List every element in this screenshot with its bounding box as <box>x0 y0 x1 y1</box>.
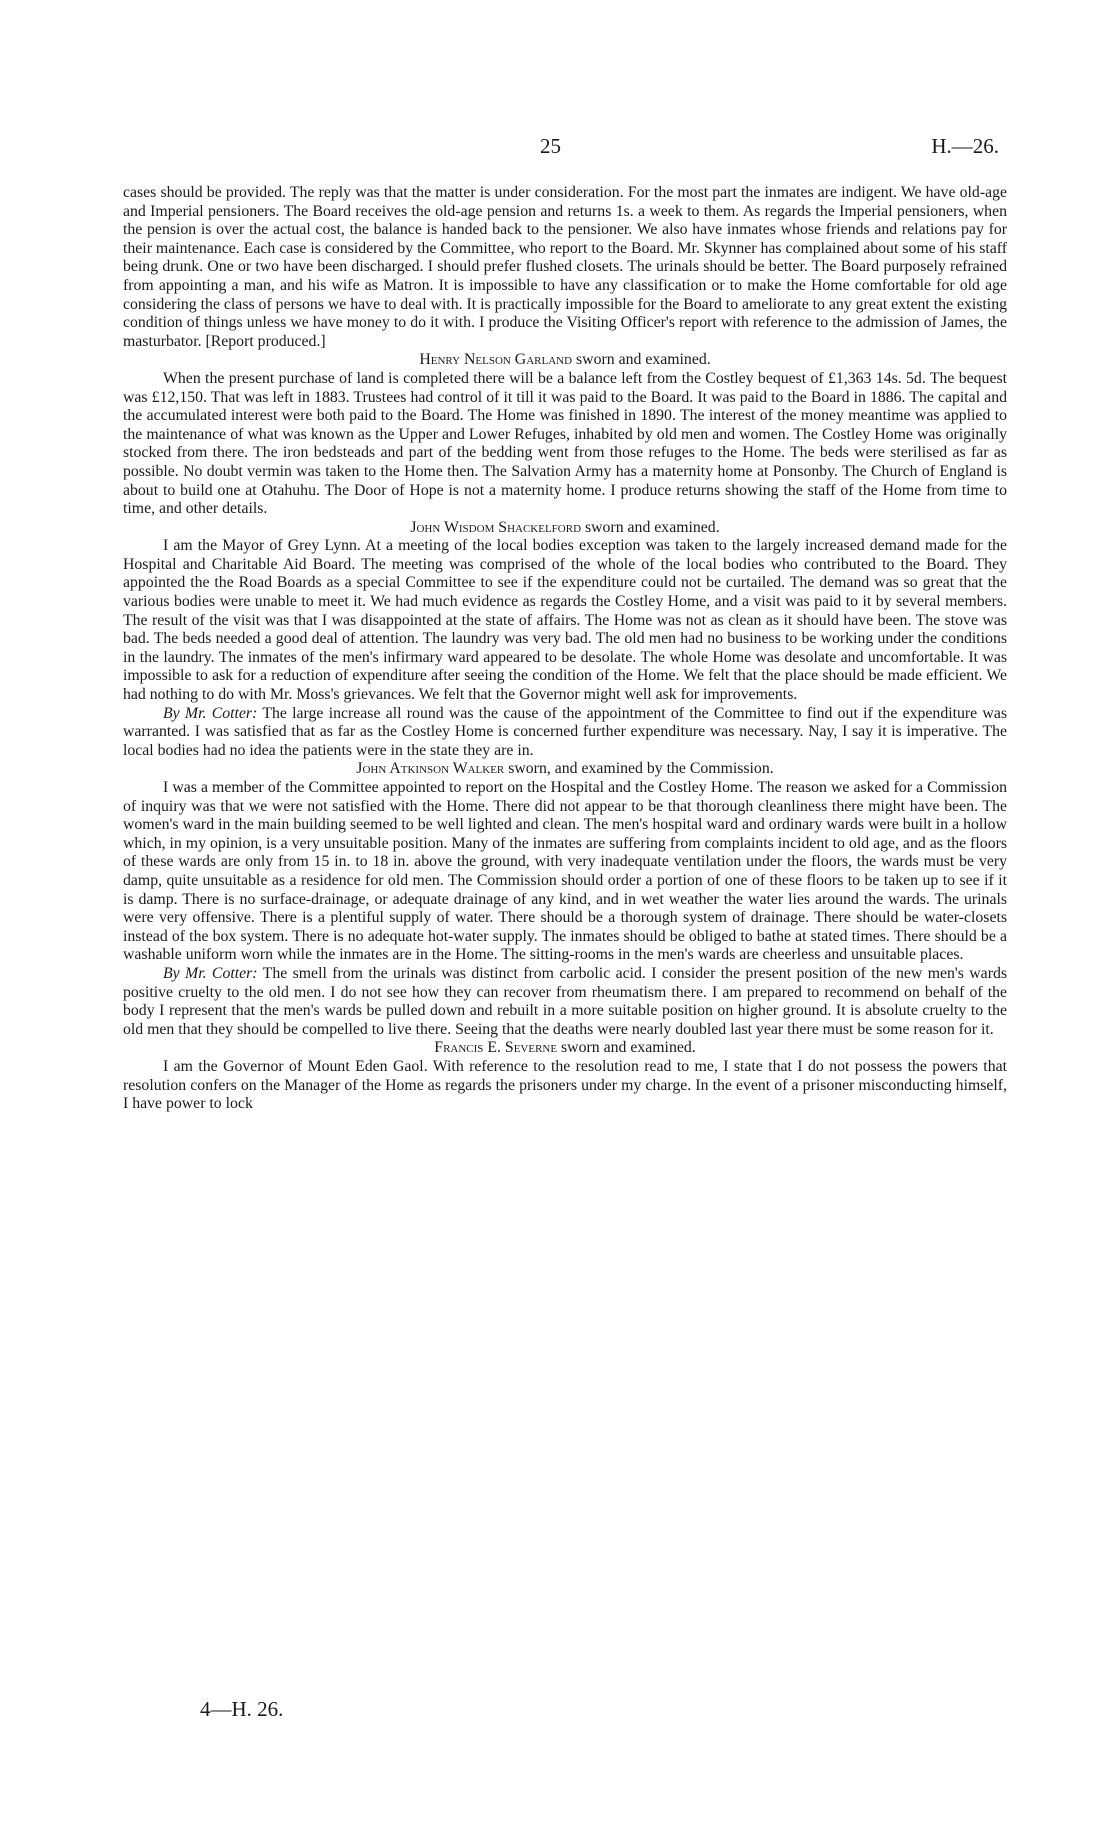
witness-heading-severne <box>123 1039 1007 1058</box>
paragraph-text: The large increase all round was the cause of the appointment of the Committee to find out if the expenditure was warranted. I was satisfied that as far as the Costley Home is concerned further expenditure was necessary. Nay, I say it is imperative. The local bodies had no idea the patients were in the state they are in. <box>123 704 1007 759</box>
paragraph-garland: When the present purchase of land is completed there will be a balance left from the Costley bequest of £1,363 14s. 5d. The bequest was £12,150. That was left in 1883. Trustees had control of it till it was paid to the Board. It was paid to the Board in 1886. The capital and the accumulated interest were both paid to the Board. The Home was finished in 1890. The interest of the money meantime was applied to the maintenance of what was known as the Upper and Lower Refuges, inhabited by old men and women. The Costley Home was originally stocked from there. The iron bedsteads and part of the bedding went from those refuges to the Home. The beds were sterilised as far as possible. No doubt vermin was taken to the Home then. The Salvation Army has a maternity home at Ponsonby. The Church of England is about to build one at Otahuhu. The Door of Hope is not a maternity home. I produce returns showing the staff of the Home from time to time, and other details. <box>123 369 1007 518</box>
examiner-lead: By Mr. Cotter: <box>163 704 258 722</box>
witness-heading-rest: sworn, and examined by the Commission. <box>504 760 774 778</box>
page-header <box>0 134 1114 168</box>
witness-heading-shackelford <box>123 519 1007 538</box>
paragraph-walker: I was a member of the Committee appointed to report on the Hospital and the Costley Home. The reason we asked for a Commission of inquiry was that we were not satisfied with the Home. There did not appear to be that thorough cleanliness there might have been. The women's ward in the main building seemed to be well lighted and clean. The men's hospital ward and ordinary wards were built in a hollow which, in my opinion, is a very unsuitable position. Many of the inmates are suffering from complaints incident to old age, and as the floors of these wards are only from 15 in. to 18 in. above the ground, with very inadequate ventilation under the floors, the wards must be very damp, quite unsuitable as a residence for old men. The Commission should order a portion of one of these floors to be taken up to see if it is damp. There is no surface-drainage, or adequate drainage of any kind, and in wet weather the water lies around the wards. The urinals were very offensive. There is a plentiful supply of water. There should be a thorough system of drainage. There should be water-closets instead of the box system. There is no adequate hot-water supply. The inmates should be obliged to bathe at stated times. There should be a washable uniform worn while the inmates are in the Home. The sitting-rooms in the men's wards are cheerless and unsuitable places. <box>123 779 1007 964</box>
witness-heading-rest: sworn and examined. <box>581 518 720 536</box>
witness-name: Henry Nelson Garland <box>419 351 573 369</box>
paragraph-severne: I am the Governor of Mount Eden Gaol. With reference to the resolution read to me, I state that I do not possess the powers that resolution confers on the Manager of the Home as regards the prisoners under my charge. In the event of a prisoner misconducting himself, I have power to lock <box>123 1057 1007 1113</box>
witness-heading-garland <box>123 351 1007 370</box>
witness-heading-rest: sworn and examined. <box>557 1039 696 1057</box>
witness-name: Francis E. Severne <box>434 1039 558 1057</box>
document-code: H.—26. <box>931 134 999 158</box>
paragraph-text: The smell from the urinals was distinct from carbolic acid. I consider the present position of the new men's wards positive cruelty to the old men. I do not see how they can recover from rheumatism there. I am prepared to recommend on behalf of the body I represent that the men's wards be pulled down and rebuilt in a more suitable position on higher ground. It is absolute cruelty to the old men that they should be compelled to live there. Seeing that the deaths were nearly doubled last year there must be some reason for it. <box>123 964 1008 1038</box>
paragraph-continuation: cases should be provided. The reply was that the matter is under consideration. For the most part the inmates are indigent. We have old-age and Imperial pensioners. The Board receives the old-age pension and returns 1s. a week to them. As regards the Imperial pensioners, when the pension is over the actual cost, the balance is handed back to the pensioner. We also have inmates whose friends and relations pay for their maintenance. Each case is considered by the Committee, who report to the Board. Mr. Skynner has complained about some of his staff being drunk. One or two have been discharged. I should prefer flushed closets. The urinals should be better. The Board purposely refrained from appointing a man, and his wife as Matron. It is impossible to have any classification or to make the Home comfortable for old age considering the class of persons we have to deal with. It is practically impossible for the Board to ameliorate to any great extent the existing condition of things unless we have money to do it with. I produce the Visiting Officer's report with reference to the admission of James, the masturbator. [Report produced.] <box>123 184 1007 350</box>
witness-heading-rest: sworn and examined. <box>572 351 711 369</box>
witness-heading-walker <box>123 760 1007 779</box>
page-footer-signature: 4—H. 26. <box>200 1697 284 1721</box>
witness-name: John Wisdom Shackelford <box>410 518 582 536</box>
page-number: 25 <box>540 134 561 158</box>
document-body <box>123 184 1007 1114</box>
paragraph-shackelford: I am the Mayor of Grey Lynn. At a meeting of the local bodies exception was taken to the largely increased demand made for the Hospital and Charitable Aid Board. The meeting was comprised of the whole of the local bodies who contributed to the Board. They appointed the the Road Boards as a special Committee to see if the expenditure could not be curtailed. The demand was so great that the various bodies were unable to meet it. We had much evidence as regards the Costley Home, and a visit was paid to it by several members. The result of the visit was that I was disappointed at the state of affairs. The Home was not as clean as it should have been. The stove was bad. The beds needed a good deal of attention. The laundry was very bad. The old men had no business to be working under the conditions in the laundry. The inmates of the men's infirmary ward appeared to be desolate. The whole Home was desolate and uncomfortable. It was impossible to ask for a reduction of expenditure after seeing the condition of the Home. We felt that the place should be made efficient. We had nothing to do with Mr. Moss's grievances. We felt that the Governor might well ask for improvements. <box>123 537 1007 704</box>
paragraph-shackelford-cotter <box>123 705 1007 761</box>
paragraph-walker-cotter <box>123 965 1007 1039</box>
witness-name: John Atkinson Walker <box>356 760 505 778</box>
examiner-lead: By Mr. Cotter: <box>163 964 258 982</box>
